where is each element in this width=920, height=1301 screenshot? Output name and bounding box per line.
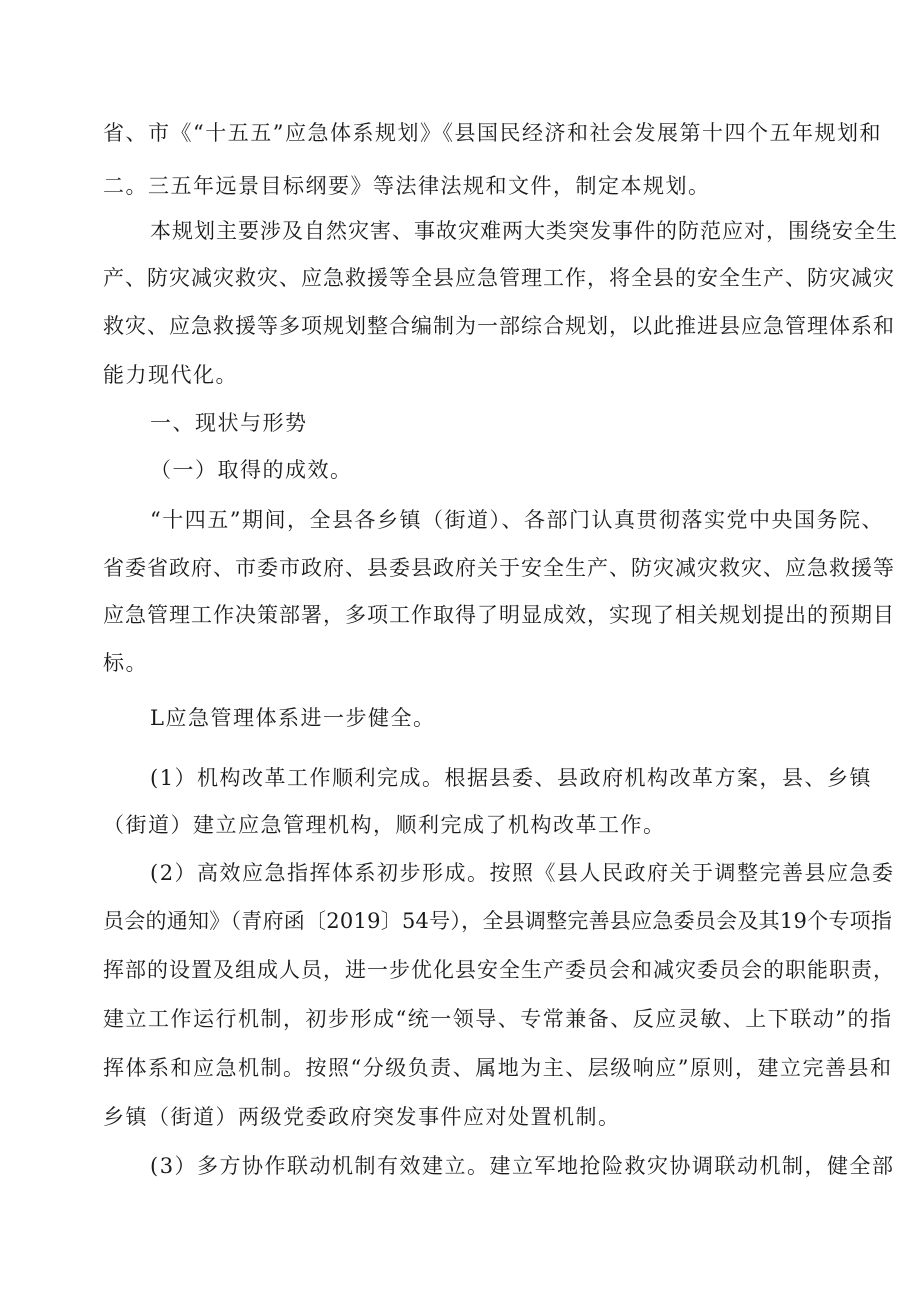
paragraph-line: 建立工作运行机制，初步形成“统一领导、专常兼备、反应灵敏、上下联动”的指 <box>103 1007 893 1031</box>
subsection-heading: （一）取得的成效。 <box>150 458 353 482</box>
paragraph-line: 乡镇（街道）两级党委政府突发事件应对处置机制。 <box>103 1105 621 1129</box>
paragraph-line: 本规划主要涉及自然灾害、事故灾难两大类突发事件的防范应对，围绕安全生 <box>150 219 898 243</box>
paragraph-line: 省、市《“十五五”应急体系规划》《县国民经济和社会发展第十四个五年规划和 <box>103 121 882 145</box>
paragraph-line: （街道）建立应急管理机构，顺利完成了机构改革工作。 <box>103 813 666 837</box>
paragraph-line: (3）多方协作联动机制有效建立。建立军地抢险救灾协调联动机制，健全部 <box>150 1154 895 1178</box>
paragraph-line: 省委省政府、市委市政府、县委县政府关于安全生产、防灾减灾救灾、应急救援等 <box>103 556 895 580</box>
paragraph-line: 能力现代化。 <box>103 363 238 387</box>
paragraph-line: 挥体系和应急机制。按照“分级负责、属地为主、层级响应”原则，建立完善县和 <box>103 1056 893 1080</box>
paragraph-line: 员会的通知》（青府函〔2019〕54号），全县调整完善县应急委员会及其19个专项指 <box>103 909 893 933</box>
paragraph-line: “十四五”期间，全县各乡镇（街道）、各部门认真贯彻落实党中央国务院、 <box>150 508 884 532</box>
paragraph-line: 应急管理工作决策部署，多项工作取得了明显成效，实现了相关规划提出的预期目 <box>103 603 895 627</box>
paragraph-line: 挥部的设置及组成人员，进一步优化县安全生产委员会和减灾委员会的职能职责， <box>103 958 895 982</box>
paragraph-line: 二。三五年远景目标纲要》等法律法规和文件，制定本规划。 <box>103 174 711 198</box>
paragraph-line: 标。 <box>103 651 148 675</box>
paragraph-line: (2）高效应急指挥体系初步形成。按照《县人民政府关于调整完善县应急委 <box>150 861 895 885</box>
section-heading: 一、现状与形势 <box>150 411 308 435</box>
paragraph-line: 产、防灾减灾救灾、应急救援等全县应急管理工作，将全县的安全生产、防灾减灾 <box>103 266 895 290</box>
paragraph-line: (1）机构改革工作顺利完成。根据县委、县政府机构改革方案，县、乡镇 <box>150 766 873 790</box>
paragraph-line: 救灾、应急救援等多项规划整合编制为一部综合规划，以此推进县应急管理体系和 <box>103 314 895 338</box>
item-heading: L应急管理体系进一步健全。 <box>150 706 436 730</box>
